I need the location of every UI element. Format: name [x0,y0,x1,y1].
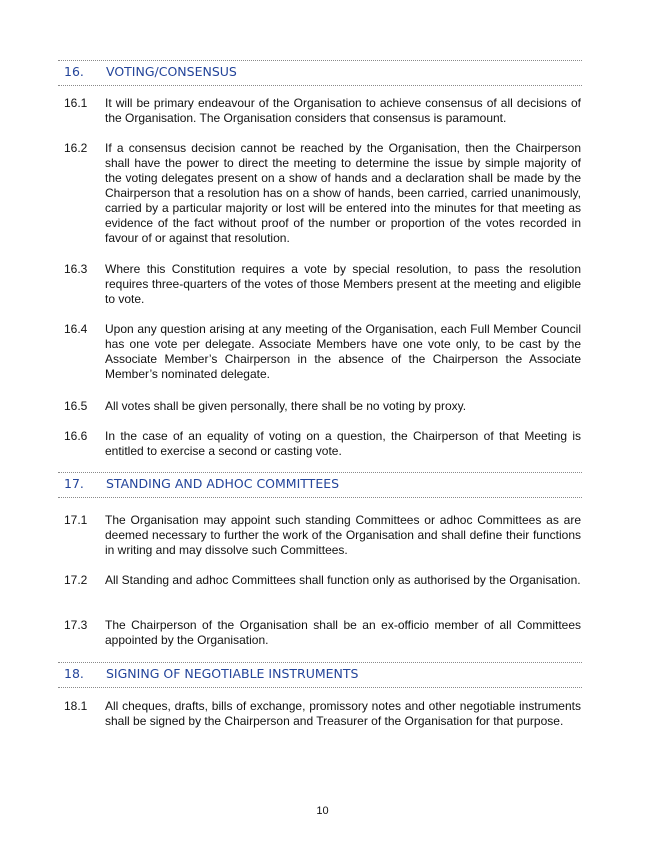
clause-text: It will be primary endeavour of the Organisation to achieve consensus of all decisions of the Organisation. The Organisation considers that consensus is paramount. [105,96,581,125]
section-title: STANDING AND ADHOC COMMITTEES [106,476,340,491]
clause-text: Where this Constitution requires a vote by special resolution, to pass the resolution requires three-quarters of the votes of those Members present at the meeting and eligible to vote. [105,262,581,306]
clause-text: The Chairperson of the Organisation shall be an ex-officio member of all Committees appointed by the Organisation. [105,618,581,647]
clause-17-1 [64,513,581,558]
section-title: SIGNING OF NEGOTIABLE INSTRUMENTS [106,666,359,681]
clause-number: 16.2 [64,141,88,155]
clause-number: 16.6 [64,429,88,443]
clause-text: In the case of an equality of voting on a question, the Chairperson of that Meeting is entitled to exercise a second or casting vote. [105,429,581,458]
clause-16-3 [64,262,581,307]
clause-16-1 [64,96,581,126]
section-title: VOTING/CONSENSUS [106,64,237,79]
clause-number: 16.5 [64,399,88,413]
page-number: 10 [316,805,329,817]
clause-number: 16.3 [64,262,88,276]
clause-17-3 [64,618,581,648]
clause-18-1 [64,699,581,729]
clause-number: 16.1 [64,96,88,110]
clause-16-4 [64,322,581,382]
clause-text: All Standing and adhoc Committees shall function only as authorised by the Organisation. [105,573,581,587]
clause-16-5 [64,399,581,414]
section-number: 17. [64,476,84,491]
clause-16-6 [64,429,581,459]
clause-number: 18.1 [64,699,88,713]
clause-text: Upon any question arising at any meeting of the Organisation, each Full Member Council has one vote per delegate. Associate Members have one vote only, to be cast by the Associate Member’s Chairperson in the absence of the Chairperson the Associate Member’s nominated delegate. [105,322,581,381]
clause-16-2 [64,141,581,246]
section-number: 18. [64,666,84,681]
clause-text: All cheques, drafts, bills of exchange, promissory notes and other negotiable instruments shall be signed by the Chairperson and Treasurer of the Organisation for that purpose. [105,699,581,728]
clause-number: 16.4 [64,322,88,336]
section-number: 16. [64,64,84,79]
clause-number: 17.1 [64,513,88,527]
section-heading-18 [58,662,582,688]
clause-17-2 [64,573,581,588]
clause-text: All votes shall be given personally, there shall be no voting by proxy. [105,399,467,413]
clause-number: 17.2 [64,573,88,587]
section-heading-17 [58,472,582,498]
section-heading-16 [58,60,582,86]
clause-text: The Organisation may appoint such standing Committees or adhoc Committees as are deemed necessary to further the work of the Organisation and shall define their functions in writing and may dissolve such Committees. [105,513,581,557]
clause-text: If a consensus decision cannot be reached by the Organisation, then the Chairperson shall have the power to direct the meeting to determine the issue by simple majority of the voting delegates present on a show of hands and a declaration shall be made by the Chairperson that a resolution has on a show of hands, been carried, carried unanimously, carried by a particular majority or lost will be entered into the minutes for that meeting as evidence of the fact without proof of the number or proportion of the votes recorded in favour of or against that resolution. [105,141,581,245]
clause-number: 17.3 [64,618,88,632]
